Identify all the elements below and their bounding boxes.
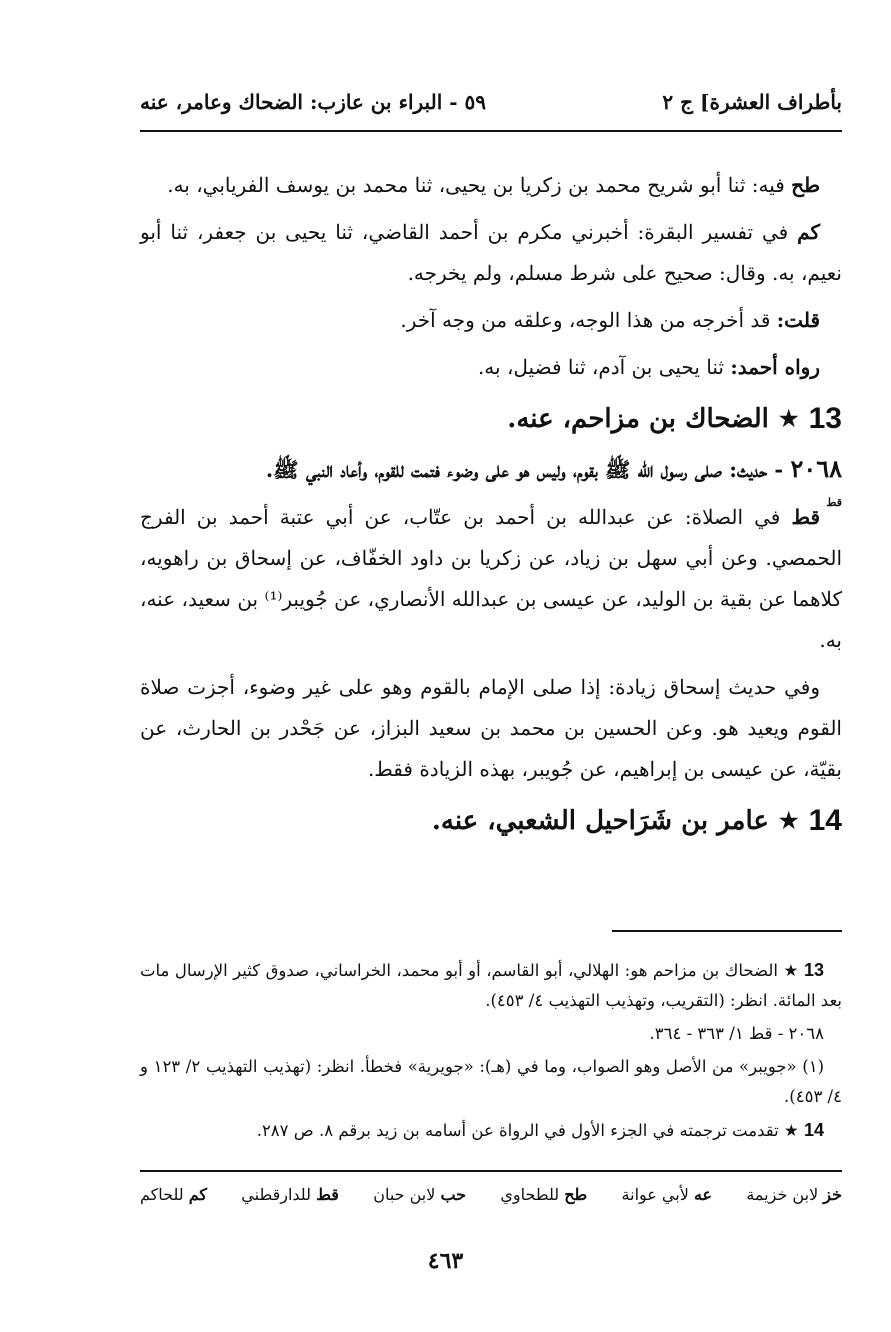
section-number: 14 [808, 804, 842, 837]
header-right-title: بأطراف العشرة] ج ٢ [662, 90, 842, 114]
header-left-title: ٥٩ - البراء بن عازب: الضحاك وعامر، عنه [140, 90, 486, 114]
paragraph-tahawi: طح فيه: ثنا أبو شريح محمد بن زكريا بن يحيى، ثنا محمد بن يوسف الفريابي، به. [167, 173, 820, 197]
star-icon: ★ [778, 808, 799, 834]
star-icon: ★ [778, 406, 799, 432]
footnotes [140, 955, 842, 1149]
footnote-14: 14 ★ تقدمت ترجمته في الجزء الأول في الرواة عن أسامه بن زيد برقم ٨. ص ٢٨٧. [256, 1120, 824, 1140]
section-title: عامر بن شَرَاحيل الشعبي، عنه. [431, 806, 769, 836]
paragraph-qultu: قلت: قد أخرجه من هذا الوجه، وعلقه من وجه آخر. [400, 308, 820, 332]
footnote-13: 13 ★ الضحاك بن مزاحم هو: الهلالي، أبو القاسم، أو أبو محمد، الخراساني، صدوق كثير الإرسال مات بعد المائة. انظر: (التقريب، وتهذيب التهذيب ٤/ ٤٥٣). [140, 960, 842, 1010]
section-number: 13 [808, 402, 842, 435]
paragraph-ishaq-addition: وفي حديث إسحاق زيادة: إذا صلى الإمام بالقوم وهو على غير وضوء، أجزت صلاة القوم ويعيد هو. وعن الحسين بن محمد بن سعيد البزاز، عن جَحْدر بن الحارث، عن بقيّة، عن عيسى بن إبراهيم، عن جُويبر، بهذه الزيادة فقط. [140, 675, 842, 781]
paragraph-daraqutni: قط في الصلاة: عن عبدالله بن أحمد بن عتّاب، عن أبي عتبة أحمد بن الفرج الحمصي. وعن أبي سهل بن زياد، عن زكريا بن داود الخفّاف، عن إسحاق بن راهويه، كلاهما عن بقية بن الوليد، عن عيسى بن عبدالله الأنصاري، عن جُويبر⁽¹⁾ بن سعيد، عنه، به. [140, 505, 842, 652]
abbr-item: طح للطحاوي [500, 1185, 588, 1204]
header-rule [140, 130, 842, 132]
abbr-item: قط للدارقطني [241, 1185, 339, 1204]
hadith-2068 [140, 448, 842, 509]
hadith-number: ٢٠٦٨ [790, 454, 842, 483]
hadith-label: - حديث: [729, 457, 784, 482]
paragraph-hakim: كم في تفسير البقرة: أخبرني مكرم بن أحمد القاضي، ثنا يحيى بن جعفر، ثنا أبو نعيم، به. وقال: صحيح على شرط مسلم، ولم يخرجه. [140, 220, 842, 285]
abbr-item: حب لابن حبان [373, 1185, 467, 1204]
section-title: الضحاك بن مزاحم، عنه. [507, 404, 769, 434]
star-icon: ★ [783, 961, 799, 980]
abbreviation-rule [140, 1170, 842, 1172]
paragraph-ahmad: رواه أحمد: ثنا يحيى بن آدم، ثنا فضيل، به. [477, 355, 820, 379]
source-marker: قط [826, 496, 842, 509]
abbr-item: خز لابن خزيمة [746, 1185, 842, 1204]
hadith-text: صلى رسول الله ﷺ بقوم، وليس هو على وضوء فتمت للقوم، وأعاد النبي ﷺ. [265, 457, 722, 482]
footnote-rule [612, 930, 842, 932]
footnote-2068: ٢٠٦٨ - قط ١/ ٣٦٣ - ٣٦٤. [649, 1024, 824, 1043]
star-icon: ★ [783, 1121, 799, 1140]
abbreviation-key [140, 1185, 842, 1204]
main-text [140, 165, 842, 850]
running-header [140, 82, 842, 122]
abbr-item: كم للحاكم [140, 1185, 207, 1204]
section-heading-14 [140, 796, 842, 846]
footnote-1: (١) «جويبر» من الأصل وهو الصواب، وما في (هـ): «جويرية» فخطأ. انظر: (تهذيب التهذيب ٢/ ١٢٣ و ٤/ ٤٥٣). [140, 1057, 842, 1106]
abbr-item: عه لأبي عوانة [621, 1185, 713, 1204]
page-number: ٤٦٣ [427, 1248, 464, 1274]
section-heading-13 [140, 394, 842, 444]
